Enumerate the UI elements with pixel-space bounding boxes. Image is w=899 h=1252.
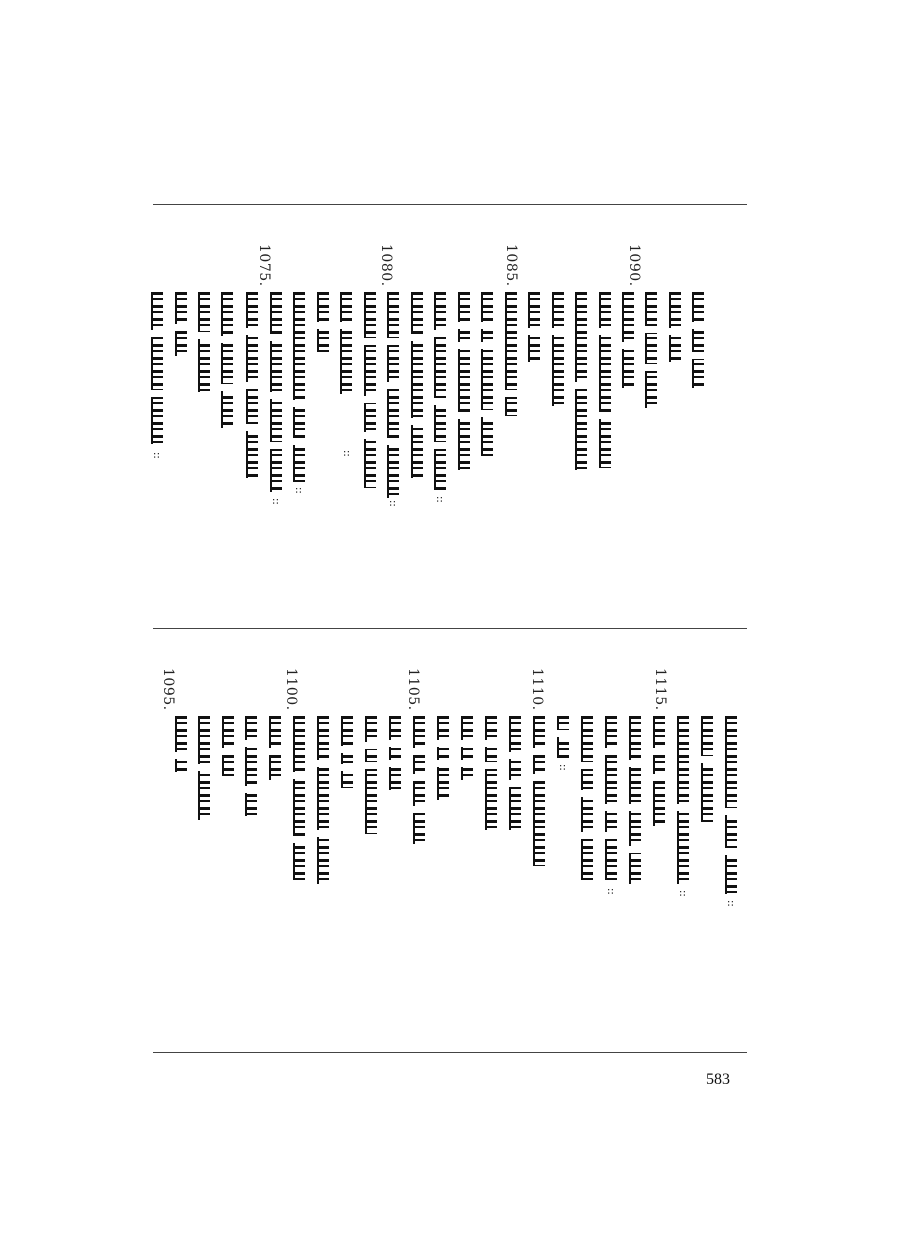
line-number-1095: 1095. — [160, 668, 176, 711]
line-number-1115: 1115. — [652, 668, 668, 711]
script-line — [557, 716, 569, 758]
line-number-1100: 1100. — [283, 668, 299, 711]
script-line — [413, 716, 425, 844]
top-rule — [153, 204, 747, 205]
script-line — [575, 292, 587, 470]
script-line — [151, 292, 163, 444]
end-mark: :: — [725, 900, 736, 907]
script-line — [692, 292, 704, 388]
script-line — [653, 716, 665, 826]
script-line — [528, 292, 540, 362]
script-line — [317, 716, 329, 884]
end-mark: :: — [341, 450, 352, 457]
line-number-1090: 1090. — [626, 244, 642, 287]
script-line — [645, 292, 657, 408]
script-line — [461, 716, 473, 780]
script-line — [481, 292, 493, 456]
end-mark: :: — [293, 487, 304, 494]
script-line — [317, 292, 329, 352]
end-mark: :: — [434, 496, 445, 503]
script-line — [725, 716, 737, 894]
middle-rule — [153, 628, 747, 629]
end-mark: :: — [677, 890, 688, 897]
end-mark: :: — [151, 452, 162, 459]
script-line — [270, 292, 282, 492]
end-mark: :: — [557, 764, 568, 771]
script-line — [411, 292, 423, 478]
script-line — [629, 716, 641, 884]
script-line — [341, 716, 353, 788]
script-line — [221, 292, 233, 428]
bottom-rule — [153, 1052, 747, 1053]
script-line — [458, 292, 470, 470]
script-line — [605, 716, 617, 880]
script-line — [485, 716, 497, 830]
end-mark: :: — [387, 500, 398, 507]
script-line — [437, 716, 449, 800]
script-line — [389, 716, 401, 790]
script-line — [622, 292, 634, 388]
line-number-1075: 1075. — [256, 244, 272, 287]
line-number-1110: 1110. — [529, 668, 545, 711]
script-line — [364, 292, 376, 488]
script-line — [581, 716, 593, 880]
script-line — [198, 292, 210, 392]
script-line — [198, 716, 210, 820]
script-line — [533, 716, 545, 866]
script-line — [552, 292, 564, 406]
script-line — [269, 716, 281, 780]
page-number: 583 — [706, 1071, 730, 1088]
script-line — [175, 716, 187, 772]
script-line — [509, 716, 521, 830]
script-line — [677, 716, 689, 884]
script-line — [701, 716, 713, 822]
script-line — [175, 292, 187, 356]
script-line — [387, 292, 399, 498]
line-number-1105: 1105. — [405, 668, 421, 711]
line-number-1085: 1085. — [503, 244, 519, 287]
script-line — [599, 292, 611, 468]
script-line — [365, 716, 377, 834]
script-line — [222, 716, 234, 776]
script-line — [293, 292, 305, 482]
script-line — [505, 292, 517, 416]
script-line — [434, 292, 446, 490]
end-mark: :: — [270, 498, 281, 505]
script-line — [293, 716, 305, 880]
line-number-1080: 1080. — [378, 244, 394, 287]
script-line — [340, 292, 352, 394]
script-line — [245, 716, 257, 816]
end-mark: :: — [605, 888, 616, 895]
script-line — [246, 292, 258, 478]
script-line — [669, 292, 681, 362]
